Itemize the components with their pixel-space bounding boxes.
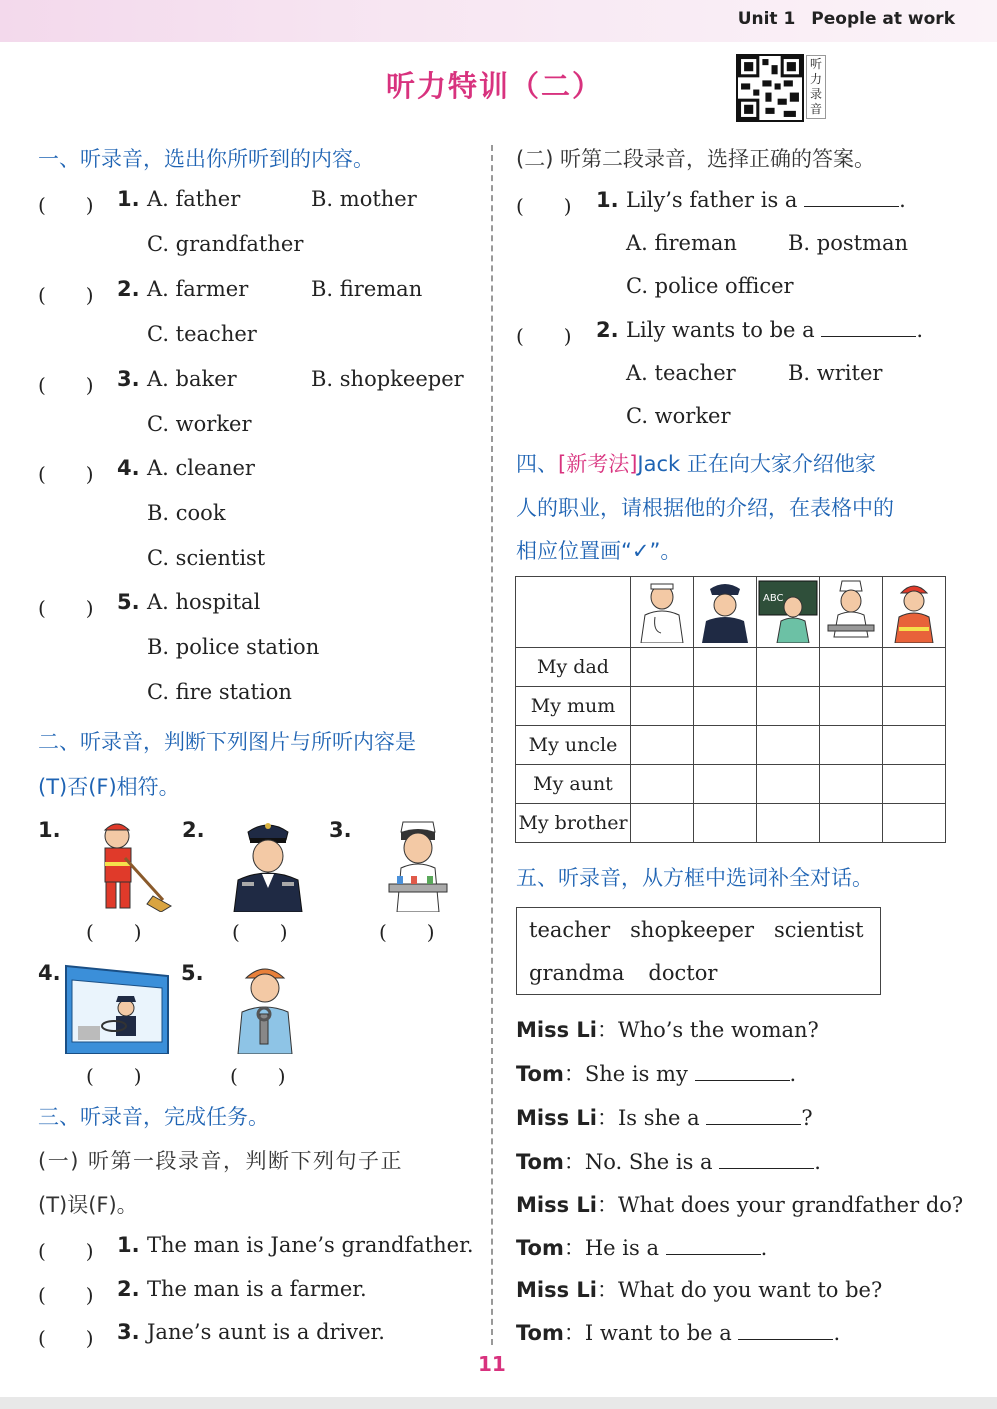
check-cell[interactable] — [694, 726, 757, 765]
option-c: C. grandfather — [147, 232, 304, 256]
option-c: C. police officer — [626, 274, 794, 298]
dialogue-punct: ? — [801, 1106, 813, 1130]
check-cell[interactable] — [757, 765, 820, 804]
option-a: A. farmer — [147, 277, 249, 301]
check-cell[interactable] — [820, 765, 883, 804]
question-text-span: Lily’s father is a — [626, 188, 798, 212]
cleaner-illustration — [75, 818, 175, 912]
option-c: C. worker — [626, 404, 731, 428]
board-text: ABC — [763, 593, 784, 604]
pic-number: 3. — [329, 818, 352, 842]
speaker-name: Miss Li — [516, 1193, 597, 1217]
pic-number: 2. — [182, 818, 205, 842]
answer-blank[interactable] — [804, 188, 899, 207]
dialogue-text: She is my — [584, 1062, 688, 1086]
dialogue-line: Tom：No. She is a . — [516, 1150, 821, 1174]
option-b: B. cook — [147, 501, 226, 525]
dialogue-punct: . — [833, 1321, 841, 1345]
check-cell[interactable] — [631, 804, 694, 843]
dialogue-punct: . — [814, 1150, 821, 1174]
statement-number: 3. — [117, 1320, 140, 1344]
check-cell[interactable] — [694, 687, 757, 726]
answer-paren[interactable]: ( ) — [38, 1283, 94, 1307]
speaker-name: Miss Li — [516, 1018, 597, 1042]
statement-text: The man is Jane’s grandfather. — [147, 1233, 474, 1257]
question-number: 5. — [117, 590, 140, 614]
speaker-name: Tom — [516, 1062, 564, 1086]
police-officer-illustration — [228, 818, 308, 912]
section4-heading-line2: 人的职业，请根据他的介绍，在表格中的 — [516, 496, 894, 520]
option-a: A. teacher — [626, 361, 736, 385]
option-b: B. police station — [147, 635, 320, 659]
dialogue-text: I want to be a — [584, 1321, 732, 1345]
section5-heading: 五、听录音，从方框中选词补全对话。 — [516, 866, 873, 890]
check-cell[interactable] — [631, 726, 694, 765]
check-cell[interactable] — [883, 726, 946, 765]
statement-text: The man is a farmer. — [147, 1277, 367, 1301]
answer-paren[interactable]: ( ) — [38, 193, 94, 217]
check-cell[interactable] — [820, 726, 883, 765]
question-number: 1. — [117, 187, 140, 211]
section2-heading-line1: 二、听录音，判断下列图片与所听内容是 — [38, 730, 416, 754]
new-exam-tag: [新考法] — [558, 452, 638, 476]
answer-paren[interactable]: ( ) — [379, 920, 435, 944]
teacher-header — [757, 577, 820, 648]
dialogue-line: Miss Li：What does your grandfather do? — [516, 1193, 964, 1217]
answer-blank[interactable] — [695, 1062, 790, 1081]
check-cell[interactable] — [820, 804, 883, 843]
question-number: 1. — [596, 188, 619, 212]
check-cell[interactable] — [757, 648, 820, 687]
question-text-span: Lily wants to be a — [626, 318, 815, 342]
dialogue-punct: . — [789, 1062, 797, 1086]
teacher-icon — [757, 577, 819, 643]
table-row — [516, 765, 946, 804]
section3-heading: 三、听录音，完成任务。 — [38, 1105, 269, 1129]
table-corner — [516, 577, 631, 648]
answer-paren[interactable]: ( ) — [38, 1239, 94, 1263]
option-c: C. scientist — [147, 546, 266, 570]
part2-heading: (二) 听第二段录音，选择正确的答案。 — [516, 147, 876, 171]
check-cell[interactable] — [757, 726, 820, 765]
bus-driver-illustration — [64, 960, 170, 1054]
firefighter-icon — [883, 577, 945, 643]
option-c: C. worker — [147, 412, 252, 436]
dialogue-text: Is she a — [618, 1106, 700, 1130]
table-row — [516, 687, 946, 726]
qr-label: 听力录音 — [806, 55, 826, 119]
check-cell[interactable] — [883, 648, 946, 687]
check-cell[interactable] — [757, 687, 820, 726]
option-a: A. baker — [147, 367, 237, 391]
answer-paren[interactable]: ( ) — [230, 1064, 286, 1088]
dialogue-line: Miss Li：Who’s the woman? — [516, 1018, 819, 1042]
dialogue-line: Tom：He is a . — [516, 1236, 768, 1260]
row-label: My uncle — [516, 726, 631, 765]
bottom-bar — [0, 1397, 997, 1409]
dialogue-text: What do you want to be? — [618, 1278, 883, 1302]
table-row — [516, 648, 946, 687]
check-cell[interactable] — [694, 804, 757, 843]
statement-number: 1. — [117, 1233, 140, 1257]
check-cell[interactable] — [631, 687, 694, 726]
pic-number: 5. — [181, 961, 204, 985]
check-cell[interactable] — [883, 765, 946, 804]
option-a: A. fireman — [626, 231, 737, 255]
page-title: 听力特训（二） — [386, 69, 604, 103]
police-icon — [694, 577, 756, 643]
answer-blank[interactable] — [719, 1150, 814, 1169]
check-cell[interactable] — [694, 648, 757, 687]
answer-paren[interactable]: ( ) — [38, 462, 94, 486]
doctor-header — [631, 577, 694, 648]
question-text: Lily wants to be a . — [626, 318, 924, 342]
option-a: A. cleaner — [147, 456, 255, 480]
dialogue-punct: . — [760, 1236, 768, 1260]
check-cell[interactable] — [820, 648, 883, 687]
answer-blank[interactable] — [738, 1321, 833, 1340]
option-b: B. fireman — [311, 277, 423, 301]
table-row — [516, 726, 946, 765]
answer-paren[interactable]: ( ) — [516, 194, 572, 218]
qr-code-icon — [736, 54, 804, 122]
dialogue-text: What does your grandfather do? — [618, 1193, 964, 1217]
part1-heading-line1: (一) 听第一段录音，判断下列句子正 — [38, 1149, 404, 1173]
question-number: 3. — [117, 367, 140, 391]
dialogue-line: Tom：She is my . — [516, 1062, 797, 1086]
option-a: A. father — [147, 187, 241, 211]
dialogue-line: Miss Li：What do you want to be? — [516, 1278, 883, 1302]
worker-illustration — [230, 960, 300, 1054]
answer-paren[interactable]: ( ) — [38, 283, 94, 307]
answer-paren[interactable]: ( ) — [38, 373, 94, 397]
row-label: My mum — [516, 687, 631, 726]
unit-label: Unit 1 People at work — [737, 9, 955, 29]
option-b: B. shopkeeper — [311, 367, 464, 391]
cook-icon — [820, 577, 882, 643]
statement-text: Jane’s aunt is a driver. — [147, 1320, 385, 1344]
check-cell[interactable] — [694, 765, 757, 804]
answer-paren[interactable]: ( ) — [232, 920, 288, 944]
option-b: B. mother — [311, 187, 417, 211]
table-row — [516, 804, 946, 843]
option-b: B. writer — [788, 361, 883, 385]
doctor-icon — [631, 577, 693, 643]
dialogue-text: He is a — [584, 1236, 659, 1260]
option-b: B. postman — [788, 231, 909, 255]
option-c: C. teacher — [147, 322, 257, 346]
pic-number: 1. — [38, 818, 61, 842]
question-number: 2. — [596, 318, 619, 342]
answer-paren[interactable]: ( ) — [38, 1326, 94, 1350]
dialogue-line: Tom：I want to be a . — [516, 1321, 841, 1345]
dialogue-text: No. She is a — [584, 1150, 713, 1174]
check-cell[interactable] — [883, 804, 946, 843]
check-cell[interactable] — [757, 804, 820, 843]
section4-heading-line3: 相应位置画“✓”。 — [516, 539, 682, 563]
option-c: C. fire station — [147, 680, 292, 704]
answer-blank[interactable] — [706, 1106, 801, 1125]
dialogue-text: Who’s the woman? — [618, 1018, 819, 1042]
check-cell[interactable] — [820, 687, 883, 726]
question-number: 4. — [117, 456, 140, 480]
section1-heading: 一、听录音，选出你所听到的内容。 — [38, 147, 374, 171]
pic-number: 4. — [38, 961, 61, 985]
speaker-name: Tom — [516, 1236, 564, 1260]
row-label: My aunt — [516, 765, 631, 804]
check-cell[interactable] — [883, 687, 946, 726]
section2-heading-line2: (T)否(F)相符。 — [38, 775, 180, 799]
check-cell[interactable] — [631, 765, 694, 804]
option-a: A. hospital — [147, 590, 261, 614]
check-cell[interactable] — [631, 648, 694, 687]
answer-paren[interactable]: ( ) — [86, 920, 142, 944]
row-label: My dad — [516, 648, 631, 687]
word-box-row1: teacher shopkeeper scientist — [529, 918, 864, 942]
answer-blank[interactable] — [666, 1236, 761, 1255]
dialogue-line: Miss Li：Is she a ? — [516, 1106, 813, 1130]
jobs-table — [515, 576, 946, 843]
speaker-name: Tom — [516, 1321, 564, 1345]
row-label: My brother — [516, 804, 631, 843]
answer-blank[interactable] — [821, 318, 916, 337]
nurse-illustration — [383, 818, 453, 912]
answer-paren[interactable]: ( ) — [86, 1064, 142, 1088]
part1-heading-line2: (T)误(F)。 — [38, 1193, 138, 1217]
police-header — [694, 577, 757, 648]
page-number: 11 — [478, 1352, 506, 1376]
word-box — [516, 907, 881, 995]
column-divider — [491, 145, 493, 1345]
question-text: Lily’s father is a . — [626, 188, 906, 212]
statement-number: 2. — [117, 1277, 140, 1301]
answer-paren[interactable]: ( ) — [516, 324, 572, 348]
word-box-row2: grandma doctor — [529, 961, 718, 985]
question-number: 2. — [117, 277, 140, 301]
speaker-name: Tom — [516, 1150, 564, 1174]
section4-heading-line1: 四、[新考法]Jack 正在向大家介绍他家 — [516, 452, 876, 476]
cook-header — [820, 577, 883, 648]
firefighter-header — [883, 577, 946, 648]
answer-paren[interactable]: ( ) — [38, 596, 94, 620]
speaker-name: Miss Li — [516, 1106, 597, 1130]
speaker-name: Miss Li — [516, 1278, 597, 1302]
